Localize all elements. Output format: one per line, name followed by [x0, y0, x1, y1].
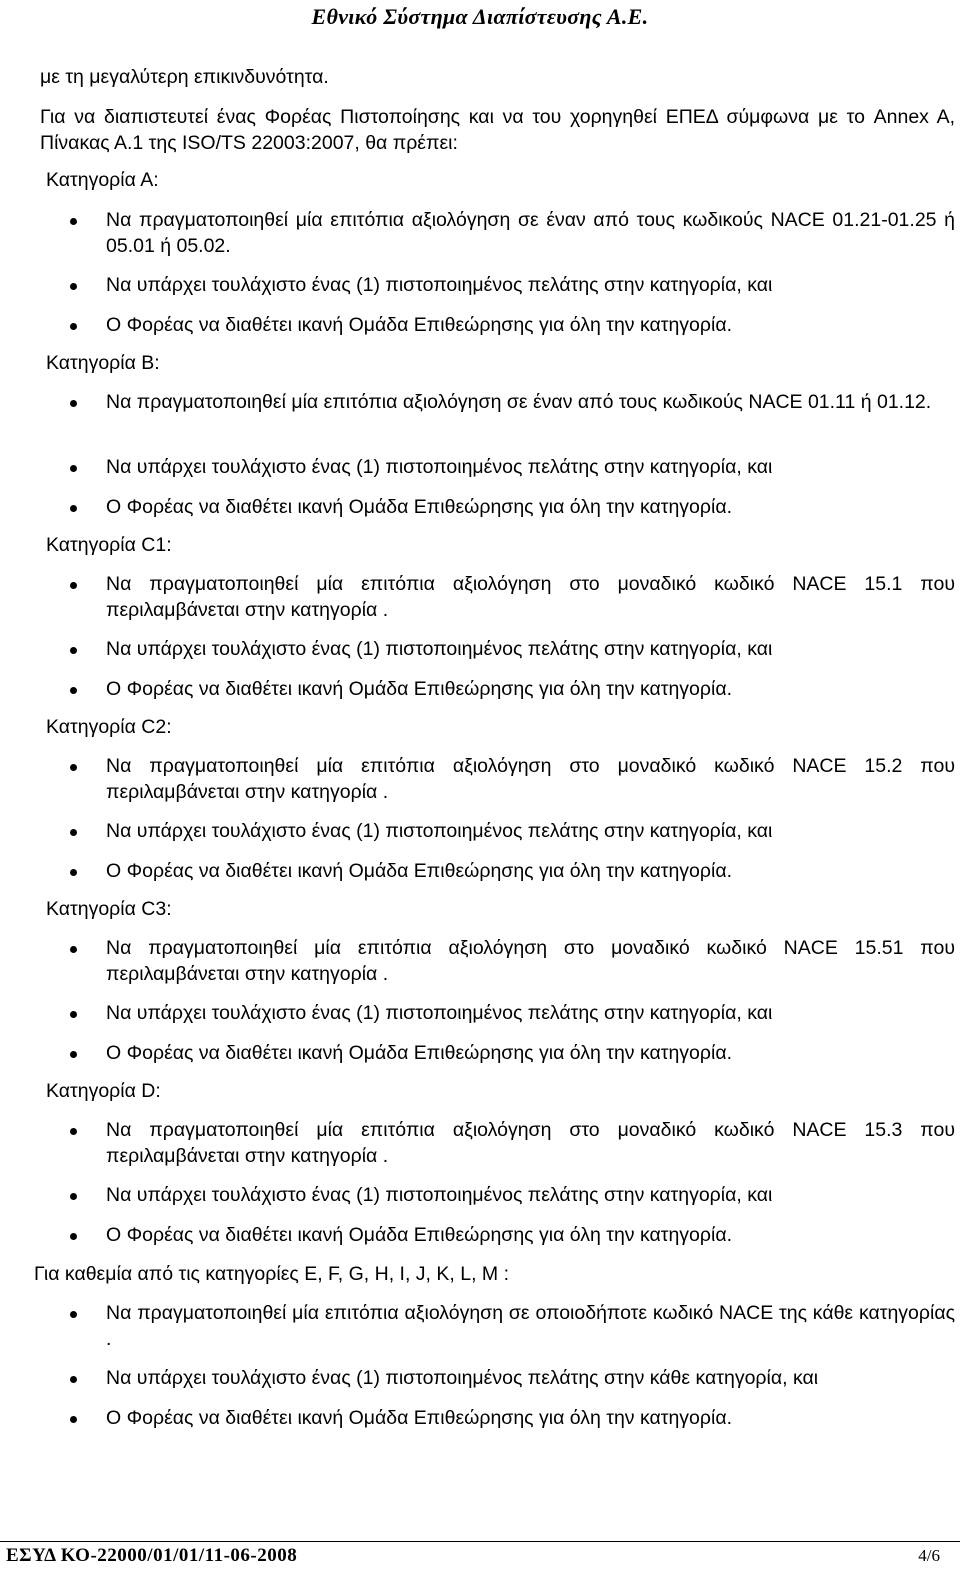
- list-item: Να υπάρχει τουλάχιστο ένας (1) πιστοποιημένος πελάτης στην κατηγορία, και: [106, 1002, 773, 1024]
- list-item: Να υπάρχει τουλάχιστο ένας (1) πιστοποιημένος πελάτης στην κατηγορία, και: [106, 1184, 773, 1206]
- list-item: Να υπάρχει τουλάχιστο ένας (1) πιστοποιημένος πελάτης στην κατηγορία, και: [106, 456, 773, 478]
- list-item: Να υπάρχει τουλάχιστο ένας (1) πιστοποιημένος πελάτης στην κατηγορία, και: [106, 274, 773, 296]
- bullet-icon: [70, 465, 77, 472]
- bullet-icon: [70, 323, 77, 330]
- bullet-icon: [70, 687, 77, 694]
- list-item: Ο Φορέας να διαθέτει ικανή Ομάδα Επιθεώρησης για όλη την κατηγορία.: [106, 1407, 733, 1429]
- intro-paragraph: Για να διαπιστευτεί ένας Φορέας Πιστοποίησης και να του χορηγηθεί ΕΠΕΔ σύμφωνα με το Annex A, Πίνακας Α.1 της ISO/TS 22003:2007, θα πρέπει:: [40, 106, 955, 154]
- bullet-icon: [70, 1233, 77, 1240]
- list-item: Ο Φορέας να διαθέτει ικανή Ομάδα Επιθεώρησης για όλη την κατηγορία.: [106, 860, 733, 882]
- list-item: Να πραγματοποιηθεί μία επιτόπια αξιολόγηση στο μοναδικό κωδικό NACE 15.2 που περιλαμβάνεται στην κατηγορία .: [106, 755, 955, 803]
- intro-line: με τη μεγαλύτερη επικινδυνότητα.: [40, 66, 329, 88]
- list-item: Να υπάρχει τουλάχιστο ένας (1) πιστοποιημένος πελάτης στην κατηγορία, και: [106, 820, 773, 842]
- bullet-icon: [70, 869, 77, 876]
- list-item: Να πραγματοποιηθεί μία επιτόπια αξιολόγηση στο μοναδικό κωδικό NACE 15.3 που περιλαμβάνεται στην κατηγορία .: [106, 1119, 955, 1167]
- list-item: Ο Φορέας να διαθέτει ικανή Ομάδα Επιθεώρησης για όλη την κατηγορία.: [106, 1042, 733, 1064]
- category-heading: Κατηγορία C2:: [46, 716, 172, 738]
- category-heading: Κατηγορία Β:: [46, 352, 160, 374]
- list-item: Ο Φορέας να διαθέτει ικανή Ομάδα Επιθεώρησης για όλη την κατηγορία.: [106, 1224, 733, 1246]
- list-item: Να πραγματοποιηθεί μία επιτόπια αξιολόγηση σε έναν από τους κωδικούς NACE 01.21-01.25 ή 05.01 ή 05.02.: [106, 209, 955, 257]
- bullet-icon: [70, 283, 77, 290]
- footer-page-number: 4/6: [918, 1546, 940, 1565]
- bullet-icon: [70, 1376, 77, 1383]
- bullet-icon: [70, 764, 77, 771]
- list-item: Να πραγματοποιηθεί μία επιτόπια αξιολόγηση στο μοναδικό κωδικό NACE 15.51 που περιλαμβάνεται στην κατηγορία .: [106, 937, 955, 985]
- list-item: Ο Φορέας να διαθέτει ικανή Ομάδα Επιθεώρησης για όλη την κατηγορία.: [106, 678, 733, 700]
- bullet-icon: [70, 1051, 77, 1058]
- section-heading: Για καθεμία από τις κατηγορίες E, F, G, H, I, J, K, L, M :: [34, 1263, 509, 1285]
- bullet-icon: [70, 1416, 77, 1423]
- list-item: Να πραγματοποιηθεί μία επιτόπια αξιολόγηση στο μοναδικό κωδικό NACE 15.1 που περιλαμβάνεται στην κατηγορία .: [106, 573, 955, 621]
- bullet-icon: [70, 1128, 77, 1135]
- bullet-icon: [70, 1311, 77, 1318]
- list-item: Να υπάρχει τουλάχιστο ένας (1) πιστοποιημένος πελάτης στην κατηγορία, και: [106, 638, 773, 660]
- category-heading: Κατηγορία Α:: [46, 169, 159, 191]
- list-item: Να πραγματοποιηθεί μία επιτόπια αξιολόγηση σε οποιοδήποτε κωδικό NACE της κάθε κατηγορίας .: [106, 1302, 955, 1350]
- bullet-icon: [70, 1193, 77, 1200]
- list-item: Ο Φορέας να διαθέτει ικανή Ομάδα Επιθεώρησης για όλη την κατηγορία.: [106, 496, 733, 518]
- bullet-icon: [70, 829, 77, 836]
- category-heading: Κατηγορία D:: [46, 1080, 161, 1102]
- bullet-icon: [70, 946, 77, 953]
- category-heading: Κατηγορία C1:: [46, 534, 172, 556]
- page-header-title: Εθνικό Σύστημα Διαπίστευσης Α.Ε.: [311, 4, 649, 29]
- bullet-icon: [70, 1011, 77, 1018]
- footer-document-code: ΕΣΥΔ ΚΟ-22000/01/01/11-06-2008: [6, 1545, 298, 1566]
- footer-divider: [0, 1541, 960, 1542]
- bullet-icon: [70, 647, 77, 654]
- list-item: Ο Φορέας να διαθέτει ικανή Ομάδα Επιθεώρησης για όλη την κατηγορία.: [106, 314, 733, 336]
- bullet-icon: [70, 582, 77, 589]
- list-item: Να υπάρχει τουλάχιστο ένας (1) πιστοποιημένος πελάτης στην κάθε κατηγορία, και: [106, 1367, 819, 1389]
- bullet-icon: [70, 218, 77, 225]
- bullet-icon: [70, 400, 77, 407]
- list-item: Να πραγματοποιηθεί μία επιτόπια αξιολόγηση σε έναν από τους κωδικούς NACE 01.11 ή 01.12.: [106, 391, 932, 413]
- bullet-icon: [70, 505, 77, 512]
- category-heading: Κατηγορία C3:: [46, 898, 172, 920]
